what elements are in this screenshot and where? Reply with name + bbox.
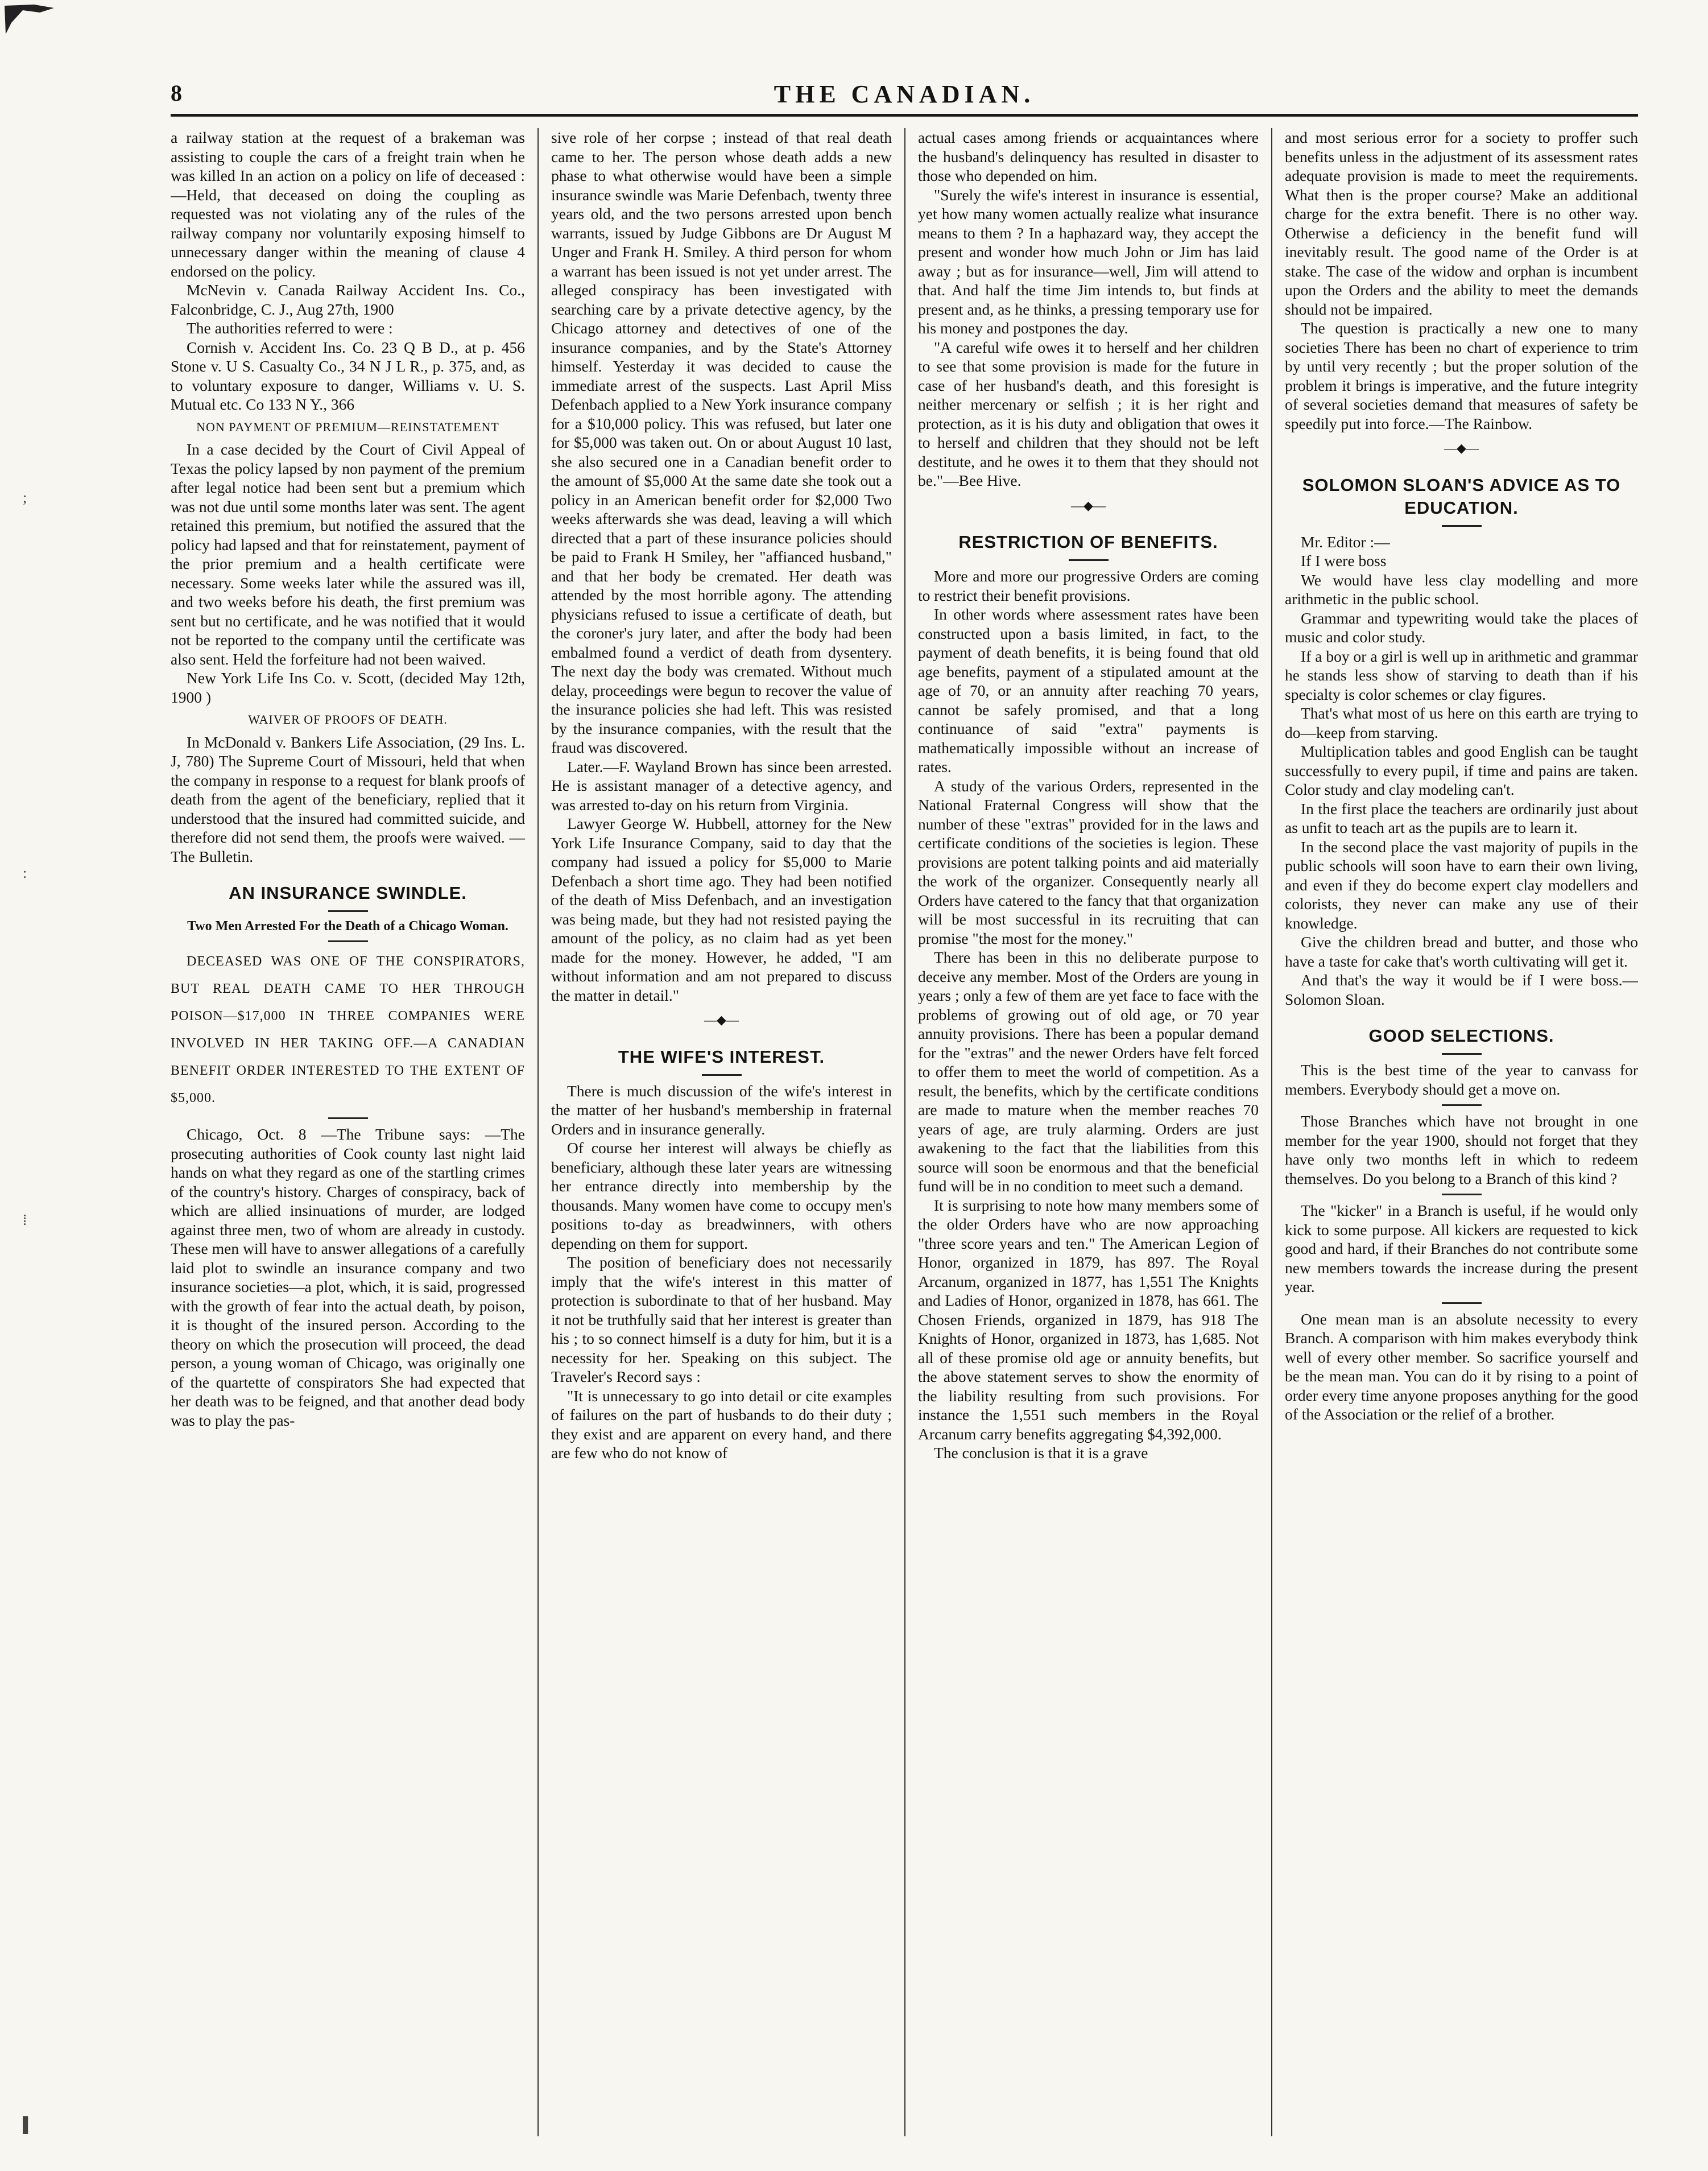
paragraph: And that's the way it would be if I were boss.—Solomon Sloan. [1285, 971, 1638, 1008]
column-1 [171, 128, 537, 2136]
divider-rule [1442, 1053, 1482, 1055]
paragraph: Mr. Editor :— [1301, 533, 1390, 551]
article-headline: SOLOMON SLOAN'S ADVICE AS TO EDUCATION. [1302, 474, 1621, 518]
paragraph: Grammar and typewriting would take the places of music and color study. [1285, 609, 1638, 646]
divider-rule [702, 1074, 742, 1076]
paragraph: Chicago, Oct. 8 —The Tribune says: —The prosecuting authorities of Cook county last night laid hands on what they regard as one of the startling crimes of the country's history. Charges of conspiracy, back of which are allied insinuations of murder, are lodged against three men, two of whom are already in custody. These men will have to answer allegations of a carefully laid plot to swindle an insurance company and two insurance societies—a plot, which, it is said, progressed with the growth of fear into the actual death, by poison, it is thought of the insured person. According to the theory on which the prosecution will proceed, the dead person, a young woman of Chicago, was originally one of the quartette of conspirators She had expected that her death was to be feigned, and that another dead body was to play the pas- [171, 1125, 525, 1429]
paragraph: A study of the various Orders, represented in the National Fraternal Congress will show that the number of these "extras" provided for in the laws and certificate conditions of the societies is legion. These provisions are potent talking points and aid materially the work of the organizer. Consequently nearly all Orders have catered to the fancy that that organization will be most successful in its recruiting that can promise "the most for the money." [918, 777, 1259, 947]
paragraph: McNevin v. Canada Railway Accident Ins. Co., Falconbridge, C. J., Aug 27th, 1900 [171, 281, 525, 318]
newspaper-title: THE CANADIAN. [774, 80, 1035, 108]
divider-rule [328, 910, 368, 912]
column-4 [1271, 128, 1638, 2136]
paragraph: a railway station at the request of a brakeman was assisting to couple the cars of a freight train when he was killed In an action on a policy on life of deceased :—Held, that deceased on doing the coupling as requested was not violating any of the rules of the railway company nor voluntarily exposing himself to unnecessary danger within the meaning of clause 4 endorsed on the policy. [171, 129, 525, 280]
article-headline: RESTRICTION OF BENEFITS. [958, 532, 1218, 552]
paragraph: It is surprising to note how many members some of the older Orders have who are now approaching "three score years and ten." The American Legion of Honor, organized in 1879, has 897. The Royal Arcanum, organized in 1877, has 1,551 The Knights and Ladies of Honor, organized in 1878, has 661. The Chosen Friends, organized in 1879, has 918 The Knights of Honor, organized in 1873, has 1,685. Not all of these promise old age or annuity benefits, but the above statement serves to show the enormity of the liability resulting from such provisions. For instance the 1,551 such members in the Royal Arcanum carry benefits aggregating $4,392,000. [918, 1196, 1259, 1443]
divider-rule [1442, 525, 1482, 527]
header-rule [171, 114, 1638, 120]
paragraph: The conclusion is that it is a grave [934, 1444, 1148, 1462]
divider-ornament: —◆— [1444, 441, 1479, 455]
column-3 [904, 128, 1271, 2136]
divider-rule [1442, 1302, 1482, 1304]
paragraph: New York Life Ins Co. v. Scott, (decided May 12th, 1900 ) [171, 669, 525, 706]
section-subheading: NON PAYMENT OF PREMIUM—REINSTATEMENT [196, 419, 499, 434]
paragraph: "Surely the wife's interest in insurance is essential, yet how many women actually realize what insurance means to them ? In a haphazard way, they accept the present and wonder how much John or Jim has laid away ; but as for insurance—well, Jim will attend to that. And half the time Jim intends to, but finds at present and, as he thinks, a pressing temporary use for his money and postpones the day. [918, 185, 1259, 337]
paragraph: There is much discussion of the wife's interest in the matter of her husband's membership in fraternal Orders and in insurance generally. [551, 1082, 892, 1138]
paragraph: sive role of her corpse ; instead of that real death came to her. The person whose death adds a new phase to what otherwise would have been a simple insurance swindle was Marie Defenbach, twenty three years old, and the two persons arrested upon bench warrants, issued by Judge Gibbons are Dr August M Unger and Frank H. Smiley. A third person for whom a warrant has been issued is not yet under arrest. The alleged conspiracy has been investigated with searching care by a private detective agency, by the Chicago attorney and detectives of one of the insurance companies, and by the State's Attorney himself. Yesterday it was decided to cause the immediate arrest of the suspects. Last April Miss Defenbach applied to a New York insurance company for a $10,000 policy. This was refused, but later one for $5,000 was taken out. On or about August 10 last, she also secured one in a Canadian benefit order to the amount of $5,000 At the same date she took out a policy in an American benefit order for $2,000 Two weeks afterwards she was dead, leaving a will which directed that a part of these insurance policies should be paid to Frank H Smiley, her "affianced husband," and that her body be cremated. Her death was attended by the most horrible agony. The attending physicians refused to issue a certificate of death, but the coroner's jury later, and after the body had been embalmed found a verdict of death from dysentery. The next day the body was cremated. Without much delay, proceedings were begun to recover the value of the insurance policies she had left. This was resisted by the insurance companies, with the result that the fraud was discovered. [551, 129, 892, 756]
paragraph: In the first place the teachers are ordinarily just about as unfit to teach art as the pupils are to learn it. [1285, 799, 1638, 836]
paragraph: This is the best time of the year to canvass for members. Everybody should get a move on. [1285, 1061, 1638, 1098]
paragraph: If a boy or a girl is well up in arithmetic and grammar he stands less show of starving to death than if his specialty is color schemes or clay figures. [1285, 647, 1638, 703]
column-2 [537, 128, 904, 2136]
paragraph: One mean man is an absolute necessity to every Branch. A comparison with him makes everybody think well of every other member. So sacrifice yourself and be the mean man. You can do it by rising to a point of order every time anyone proposes anything for the good of the Association or the relief of a brother. [1285, 1310, 1638, 1423]
divider-ornament: —◆— [704, 1013, 739, 1027]
article-subheadline: Two Men Arrested For the Death of a Chicago Woman. [187, 919, 508, 934]
paragraph: The "kicker" in a Branch is useful, if he would only kick to some purpose. All kickers are requested to kick good and hard, if their Branches do not contribute some new members towards the increase during the present year. [1285, 1202, 1638, 1295]
paragraph: In the second place the vast majority of pupils in the public schools will soon have to earn their own living, and even if they do become expert clay modellers and colorists, they never can make any use of their knowledge. [1285, 837, 1638, 932]
paragraph: Of course her interest will always be chiefly as beneficiary, although these later years are witnessing her entrance directly into membership by the thousands. Many women have come to occupy men's positions to-day as breadwinners, with others depending on them for support. [551, 1139, 892, 1252]
paragraph: Multiplication tables and good English can be taught successfully to every pupil, if time and pains are taken. Color study and clay modeling can't. [1285, 742, 1638, 798]
paragraph: The question is practically a new one to many societies There has been no chart of experience to trim by until very recently ; but the proper solution of the problem it brings is imperative, and the future integrity of several societies demand that measures of safety be speedily put into force.—The Rainbow. [1285, 319, 1638, 432]
paragraph: There has been in this no deliberate purpose to deceive any member. Most of the Orders are young in years ; only a few of them are yet face to face with the problems of growing out of old age, or 70 year annuity provisions. There has been a popular demand for the "extras" and the newer Orders have felt forced to offer them to meet the world of competition. As a result, the benefits, which by the certificate conditions are made to mature when the member reaches 70 years of age, are truly alarming. Orders are just awakening to the fact that the liabilities from this source will soon be enormous and that the beneficial fund will be in no condition to meet such a demand. [918, 948, 1259, 1195]
paragraph: Those Branches which have not brought in one member for the year 1900, should not forget that they have only two months left in which to redeem themselves. Do you belong to a Branch of this kind ? [1285, 1112, 1638, 1187]
paragraph: In McDonald v. Bankers Life Association, (29 Ins. L. J, 780) The Supreme Court of Missouri, held that when the company in response to a request for blank proofs of death from the agent of the beneficiary, replied that it understood that the insured had committed suicide, and therefore did not send them, the proofs were waived. —The Bulletin. [171, 733, 525, 865]
paragraph: If I were boss [1301, 552, 1387, 569]
section-subheading: WAIVER OF PROOFS OF DEATH. [248, 712, 448, 727]
paragraph: Lawyer George W. Hubbell, attorney for the New York Life Insurance Company, said to day that the company had issued a policy for $5,000 to Marie Defenbach a short time ago. They had been notified of the death of Miss Defenbach, and an investigation was being made, but they had not resisted paying the amount of the policy, as no claim had as yet been made for the money. However, he added, "I am without information and am not prepared to discuss the matter in detail." [551, 815, 892, 1004]
paragraph: actual cases among friends or acquaintances where the husband's delinquency has resulted in disaster to those who depended on him. [918, 129, 1259, 184]
divider-rule [1442, 1104, 1482, 1106]
paragraph: "A careful wife owes it to herself and her children to see that some provision is made for the future in case of her husband's death, and this foresight is neither mercenary or selfish ; it is her right and protection, as it is his duty and obligation that owes it to herself and children that they should not be left destitute, and he owes it to them that they should not be."—Bee Hive. [918, 338, 1259, 489]
paragraph: The position of beneficiary does not necessarily imply that the wife's interest in this matter of protection is subordinate to that of her husband. May it not be truthfully said that her interest is greater than his ; to so connect himself is a duty for him, but it is a necessity for her. Speaking on this subject. The Traveler's Record says : [551, 1253, 892, 1385]
paragraph: Cornish v. Accident Ins. Co. 23 Q B D., at p. 456 Stone v. U S. Casualty Co., 34 N J L R., p. 375, and, as to voluntary exposure to danger, Williams v. U. S. Mutual etc. Co 133 N Y., 366 [171, 338, 525, 413]
paragraph: In a case decided by the Court of Civil Appeal of Texas the policy lapsed by non payment of the premium after legal notice had been sent but a premium which was not due until some months later was sent. The agent retained this premium, but notified the assured that the policy had lapsed and that for reinstatement, payment of the prior premium and a health certificate were necessary. Some weeks later while the assured was ill, and two weeks before his death, the first premium was sent but no certificate, and he was notified that it would not be reported to the company until the certificate was also sent. Held the forfeiture had not been waived. [171, 440, 525, 668]
article-headline: THE WIFE'S INTEREST. [618, 1046, 825, 1067]
paragraph: In other words where assessment rates have been constructed upon a basis limited, in fact, to the payment of death benefits, it is being found that old age benefits, payment of a stipulated amount at the age of 70, or an annuity after reaching 70 years, cannot be safely promised, and that a long continuance of said "extra" payments is mathematically impossible without an increase of rates. [918, 605, 1259, 775]
page-header [171, 80, 1638, 114]
article-headline: AN INSURANCE SWINDLE. [229, 883, 467, 903]
article-columns [171, 128, 1638, 2136]
paragraph: "It is unnecessary to go into detail or cite examples of failures on the part of husbands to do their duty ; they exist and are apparent on every hand, and there are few who do not know of [551, 1386, 892, 1462]
divider-ornament: —◆— [1071, 498, 1106, 513]
paragraph: Later.—F. Wayland Brown has since been arrested. He is assistant manager of a detective agency, and was arrested to-day on his return from Virginia. [551, 757, 892, 814]
divider-rule [328, 1117, 368, 1119]
paragraph: The authorities referred to were : [187, 319, 393, 337]
paragraph: and most serious error for a society to proffer such benefits unless in the adjustment of its assessment rates adequate provision is made to meet the requirements. What then is the proper course? Make an additional charge for the extra benefit. There is no other way. Otherwise a deficiency in the benefit fund will inevitably result. The good name of the Order is at stake. The case of the widow and orphan is incumbent upon the Orders and the ability to meet the demands should not be impaired. [1285, 129, 1638, 318]
paragraph: We would have less clay modelling and more arithmetic in the public school. [1285, 571, 1638, 608]
divider-rule [1442, 1194, 1482, 1195]
deck-paragraph: DECEASED WAS ONE OF THE CONSPIRATORS, BUT REAL DEATH CAME TO HER THROUGH POISON—$17,000 IN THREE COMPANIES WERE INVOLVED IN HER TAKING OFF.—A CANADIAN BENEFIT ORDER INTERESTED TO THE EXTENT OF $5,000. [171, 954, 525, 1105]
paragraph: Give the children bread and butter, and those who have a taste for cake that's worth cultivating will get it. [1285, 933, 1638, 970]
margin-marks: ; : ⁞ ▌ [23, 489, 34, 2133]
divider-rule [328, 940, 368, 942]
page-number: 8 [171, 80, 182, 106]
divider-rule [1069, 559, 1109, 561]
paragraph: More and more our progressive Orders are coming to restrict their benefit provisions. [918, 567, 1259, 604]
article-headline: GOOD SELECTIONS. [1368, 1026, 1554, 1046]
paragraph: That's what most of us here on this earth are trying to do—keep from starving. [1285, 704, 1638, 741]
